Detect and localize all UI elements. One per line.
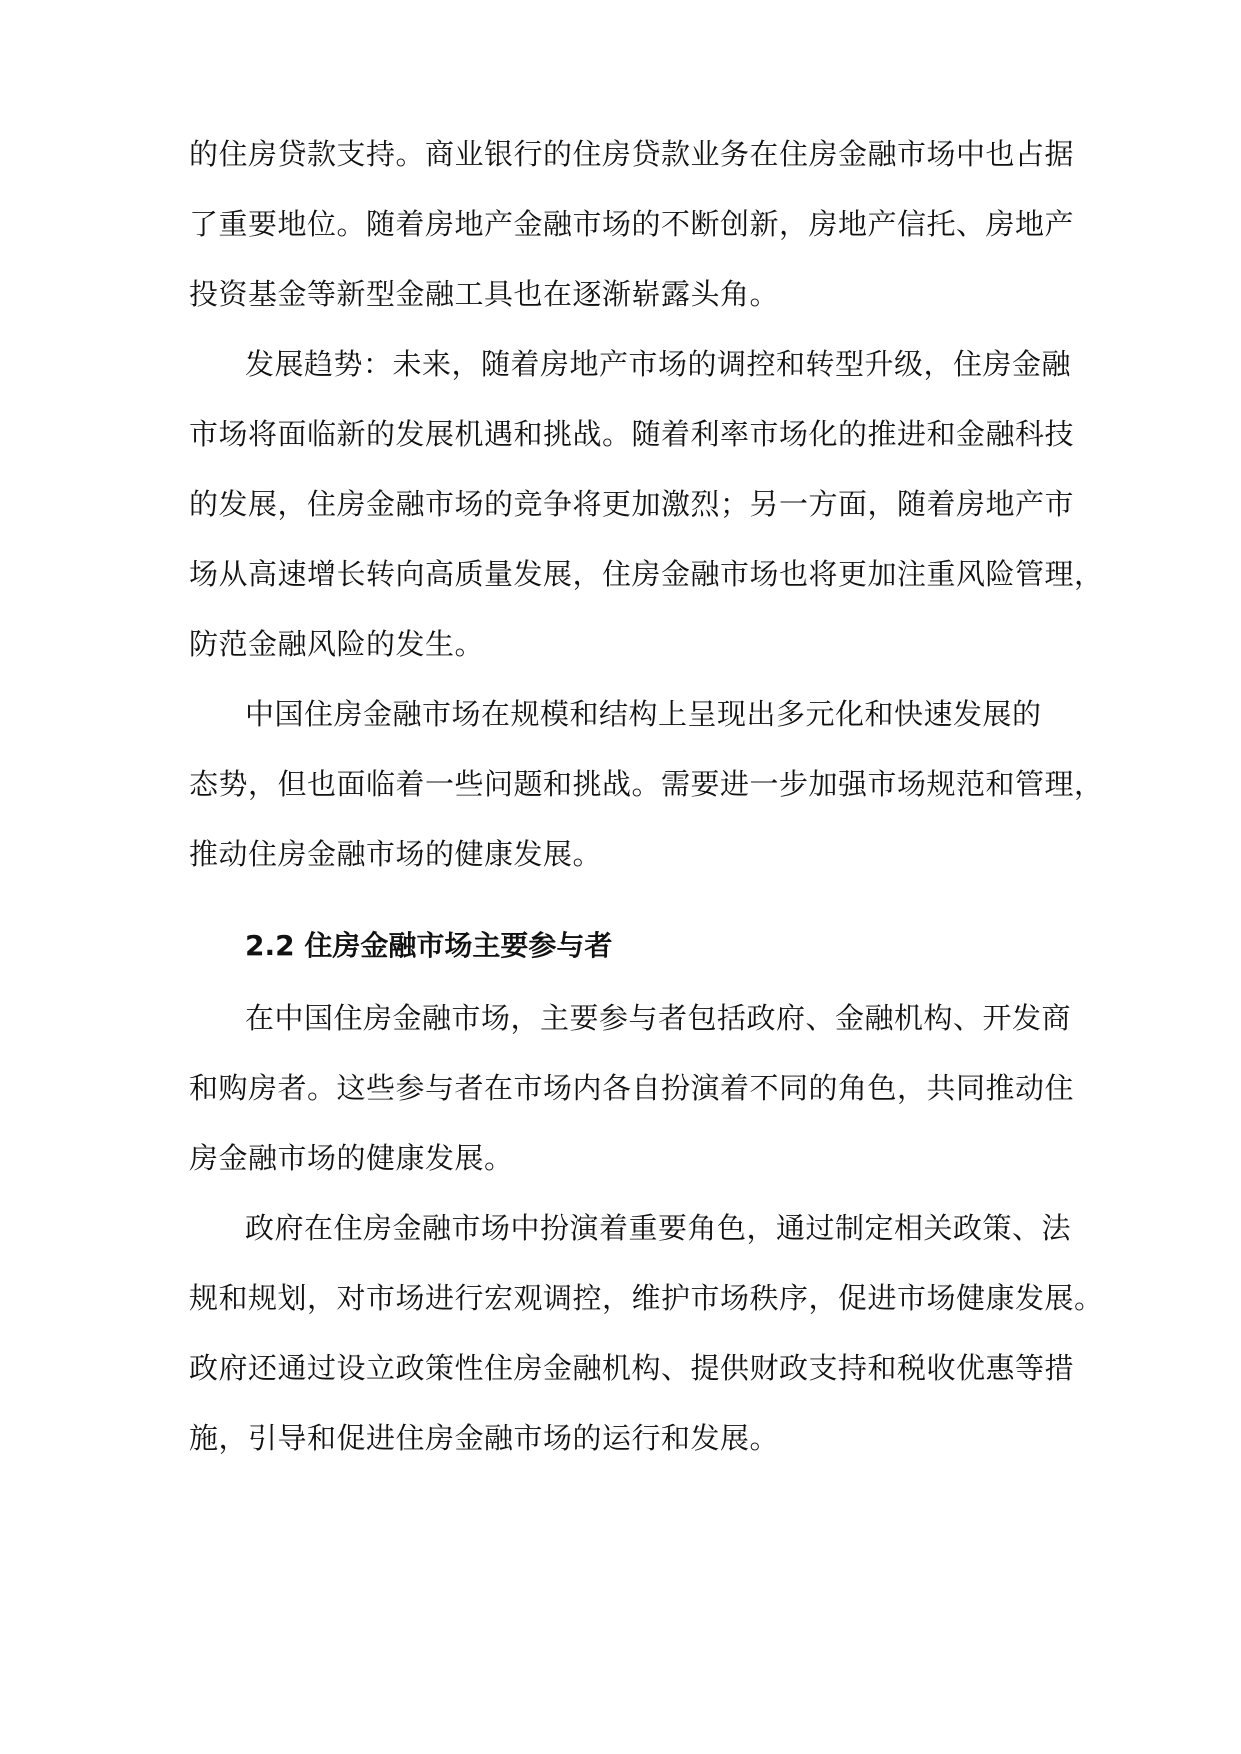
paragraph-line: 态势，但也面临着一些问题和挑战。需要进一步加强市场规范和管理， [189,767,1104,801]
paragraph-line: 政府在住房金融市场中扮演着重要角色，通过制定相关政策、法 [245,1211,1072,1245]
paragraph-line: 在中国住房金融市场，主要参与者包括政府、金融机构、开发商 [245,1001,1072,1035]
section-heading: 2.2 住房金融市场主要参与者 [245,929,613,962]
paragraph-line: 中国住房金融市场在规模和结构上呈现出多元化和快速发展的 [245,697,1042,731]
paragraph-line: 投资基金等新型金融工具也在逐渐崭露头角。 [189,277,780,311]
paragraph-line: 推动住房金融市场的健康发展。 [189,837,603,871]
paragraph-line: 防范金融风险的发生。 [189,627,485,661]
paragraph-line: 和购房者。这些参与者在市场内各自扮演着不同的角色，共同推动住 [189,1071,1075,1105]
paragraph-line: 了重要地位。随着房地产金融市场的不断创新，房地产信托、房地产 [189,207,1075,241]
paragraph-line: 房金融市场的健康发展。 [189,1141,514,1175]
paragraph-line: 政府还通过设立政策性住房金融机构、提供财政支持和税收优惠等措 [189,1351,1075,1385]
paragraph-line: 施，引导和促进住房金融市场的运行和发展。 [189,1421,780,1455]
paragraph-line: 场从高速增长转向高质量发展，住房金融市场也将更加注重风险管理， [189,557,1104,591]
paragraph-line: 的发展，住房金融市场的竞争将更加激烈；另一方面，随着房地产市 [189,487,1075,521]
paragraph-line: 市场将面临新的发展机遇和挑战。随着利率市场化的推进和金融科技 [189,417,1075,451]
paragraph-line: 的住房贷款支持。商业银行的住房贷款业务在住房金融市场中也占据 [189,137,1075,171]
paragraph-line: 规和规划，对市场进行宏观调控，维护市场秩序，促进市场健康发展。 [189,1281,1104,1315]
paragraph-line: 发展趋势：未来，随着房地产市场的调控和转型升级，住房金融 [245,347,1072,381]
